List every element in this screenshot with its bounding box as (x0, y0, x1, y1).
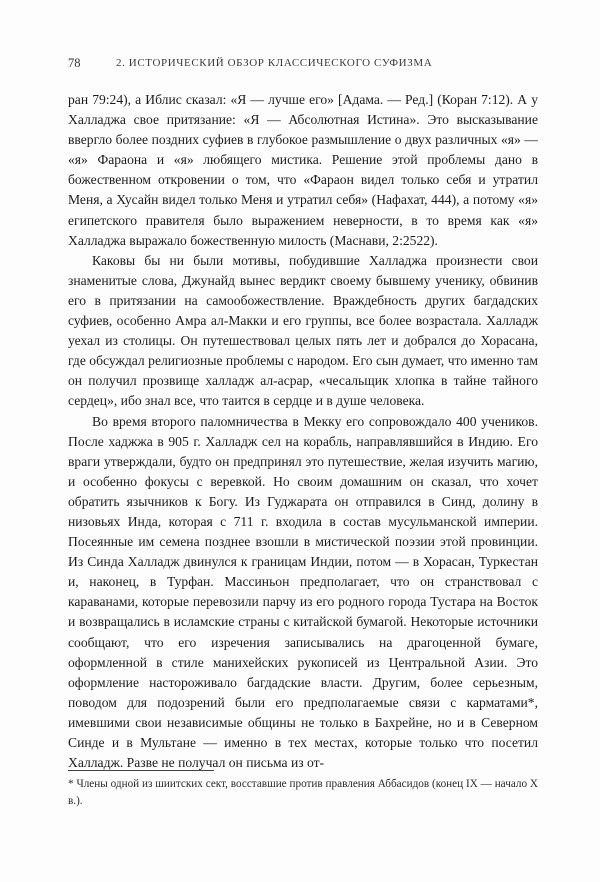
footnote: * Члены одной из шиитских сект, восставшие против правления Аббасидов (конец IX — начало X в.). (68, 778, 538, 807)
page-number: 78 (68, 56, 81, 70)
page-header (68, 56, 532, 74)
running-head: 2. ИСТОРИЧЕСКИЙ ОБЗОР КЛАССИЧЕСКОГО СУФИЗМА (116, 57, 433, 69)
paragraph-pilgrimage: Во время второго паломничества в Мекку его сопровождало 400 учеников. После хаджжа в 905 г. Халладж сел на корабль, направлявшийся в Индию. Его враги утверждали, будто он предпринял это путешествие, желая изучить магию, и особенно фокусы с веревкой. Но своим домашним он сказал, что хочет обратить язычников к Богу. Из Гуджарата он отправился в Синд, долину в низовьях Инда, которая с 711 г. входила в состав мусульманской империи. Посеянные им семена позднее взошли в мистической поэзии этой провинции. Из Синда Халладж двинулся к границам Индии, потом — в Хорасан, Туркестан и, наконец, в Турфан. Массиньон предполагает, что он странствовал с караванами, которые перевозили парчу из его родного города Тустара на Восток и возвращались в исламские страны с китайской бумагой. Некоторые источники сообщают, что его изречения записывались на драгоценной бумаге, оформленной в стиле манихейских рукописей из Центральной Азии. Это оформление настороживало багдадские власти. Другим, более серьезным, поводом для подозрений были его предполагаемые связи с карматами*, имевшими свои независимые общины не только в Бахрейне, но и в Северном Синде и в Мультане — именно в тех местах, которые только что посетил Халладж. Разве не получал он письма из от- (68, 413, 538, 771)
main-text (68, 90, 538, 773)
paragraph-continuation: ран 79:24), а Иблис сказал: «Я — лучше его» [Адама. — Ред.] (Коран 7:12). А у Халладжа свое притязание: «Я — Абсолютная Истина». Это высказывание ввергло более поздних суфиев в глубокое размышление о двух различных «я» — «я» Фараона и «я» любящего мистика. Решение этой проблемы дано в божественном откровении о том, что «Фараон видел только себя и утратил Меня, а Хусайн видел только Меня и утратил себя» (Нафахат, 444), а потому «я» египетского правителя было выражением неверности, в то время как «я» Халладжа выражало божественную милость (Маснави, 2:2522). (68, 92, 538, 248)
footnote-divider (68, 770, 214, 771)
paragraph-motives: Каковы бы ни были мотивы, побудившие Халладжа произнести свои знаменитые слова, Джунайд вынес вердикт своему бывшему ученику, обвинив его в притязании на самообожествление. Враждебность других багдадских суфиев, особенно Амра ал-Макки и его группы, все более возрастала. Халладж уехал из столицы. Он путешествовал целых пять лет и добрался до Хорасана, где обсуждал религиозные проблемы с народом. Его сын думает, что именно там он получил прозвище халладж ал-асрар, «чесальщик хлопка в тайне тайного сердец», ибо знал все, что таится в сердце и в душе человека. (68, 252, 538, 409)
